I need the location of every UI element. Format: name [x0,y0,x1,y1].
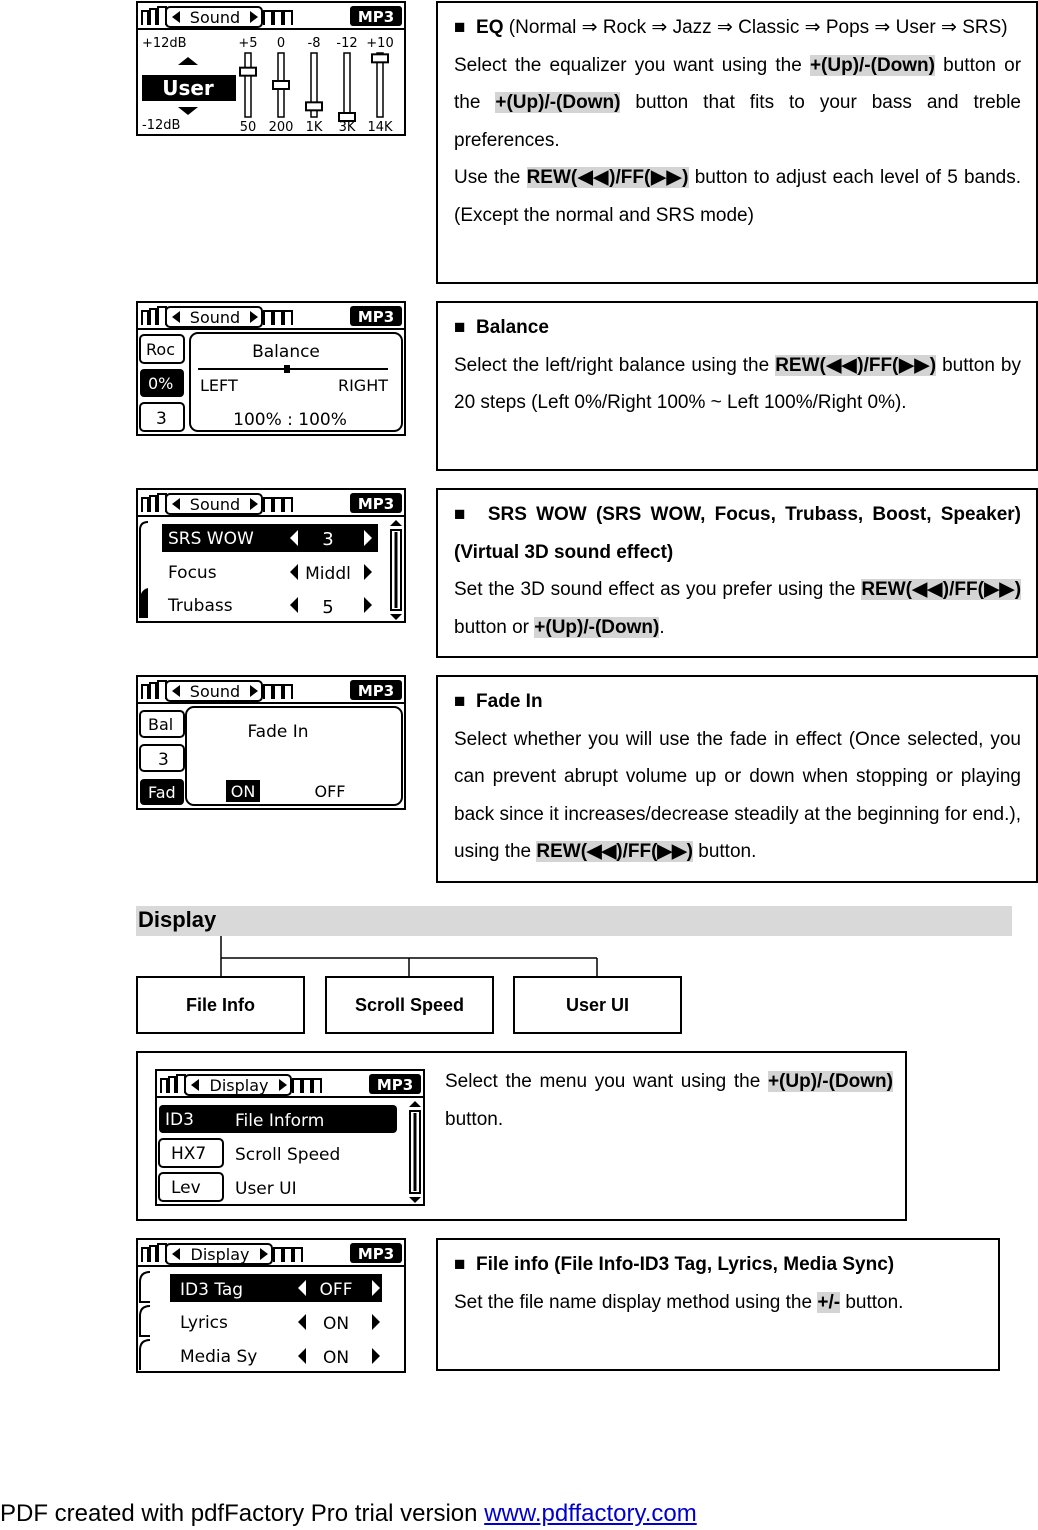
fileinfo-row-name: Media Sy [180,1347,258,1367]
srs-screen [136,488,406,623]
key-rew-ff: REW(◀◀)/FF(▶▶) [526,167,689,188]
section-heading: Display [136,906,1012,936]
side-item: 3 [156,409,167,429]
tab-bar [138,680,404,703]
tab-bar [138,306,404,329]
balance-slider-knob [284,365,290,373]
side-item: Bal [148,715,174,734]
mp3-badge: MP3 [357,8,395,26]
up-arrow-icon [178,57,198,65]
mp3-badge: MP3 [357,495,395,513]
fade-description: ■ Fade In Select whether you will use the fade in effect (Once selected, you can prevent abrupt volume up or down when stopping or playing back since it increases/decrease steadily at the beginning for end.), using the REW(◀◀)/FF(▶▶) button. [436,675,1038,883]
scrollbar [390,520,402,620]
key-updown: +(Up)/-(Down) [495,92,621,113]
balance-right: RIGHT [337,376,388,395]
display-menu-description: Select the menu you want using the +(Up)/-(Down) button. [445,1071,893,1130]
display-row-tag: HX7 [171,1144,207,1164]
mp3-badge: MP3 [357,308,395,326]
mp3-badge: MP3 [357,1245,395,1263]
pdf-footer [0,1500,1038,1530]
eq-title: EQ [476,17,504,38]
eq-top-db: +12dB [142,36,187,51]
footer-link[interactable]: www.pdffactory.com [484,1500,697,1527]
eq-description: ■ EQ (Normal ⇒ Rock ⇒ Jazz ⇒ Classic ⇒ Pops ⇒ User ⇒ SRS) Select the equalizer you want using the +(Up)/-(Down) button or the +(Up)/-(Down) button that fits to your bass and treble preferences. Use the REW(◀◀)/FF(▶▶) button to adjust each level of 5 bands. (Except the normal and SRS mode) [436,1,1038,284]
eq-gain-label: 0 [276,36,286,51]
eq-modes: (Normal ⇒ Rock ⇒ Jazz ⇒ Classic ⇒ Pops ⇒ User ⇒ SRS) [508,17,1008,38]
srs-row-value: 5 [322,597,334,618]
key-updown: +(Up)/-(Down) [534,616,660,638]
eq-bottom-db: -12dB [142,118,181,133]
fade-on: ON [230,782,256,801]
fade-label: Fade In [247,722,309,742]
eq-slider-track [344,53,350,117]
key-rew-ff: REW(◀◀)/FF(▶▶) [861,579,1022,600]
tab-bar [138,493,404,516]
tab-label: Sound [189,8,241,27]
fileinfo-title: File info (File Info-ID3 Tag, Lyrics, Media Sync) [476,1254,895,1275]
balance-screen [136,301,406,436]
srs-title: SRS WOW (SRS WOW, Focus, Trubass, Boost, Speaker)(Virtual 3D sound effect) [454,504,1021,563]
eq-gain-label: +10 [366,36,394,51]
key-rew-ff: REW(◀◀)/FF(▶▶) [536,841,693,862]
tab-label: Sound [189,495,241,514]
display-menu-panel [136,1051,907,1221]
side-item: Fad [148,783,176,802]
tab-bar [138,1243,404,1266]
fileinfo-screen [136,1238,406,1373]
display-row-tag: ID3 [165,1110,194,1130]
srs-row-value: 3 [322,529,334,550]
fade-off: OFF [314,782,346,801]
eq-slider-knob [240,68,256,76]
balance-title: Balance [476,317,549,338]
display-row-name: Scroll Speed [235,1145,341,1165]
bullet: ■ [454,691,466,712]
bullet: ■ [454,317,466,338]
fileinfo-row-name: Lyrics [180,1313,228,1333]
mp3-badge: MP3 [376,1076,414,1094]
eq-freq-label: 14K [367,120,393,134]
fileinfo-row-value: ON [322,1314,350,1334]
srs-row-name: Trubass [168,596,233,616]
balance-ratio: 100% : 100% [233,410,347,430]
bullet: ■ [454,17,466,38]
key-plus-minus: +/- [817,1291,841,1313]
eq-freq-label: 3K [338,120,356,134]
scrollbar [409,1101,421,1203]
menu-scroll-speed: Scroll Speed [325,976,494,1034]
fileinfo-row-name: ID3 Tag [180,1280,244,1300]
srs-row-name: Focus [168,563,217,583]
eq-freq-label: 50 [239,120,257,134]
side-item: Roc [146,340,175,359]
fileinfo-row-value: OFF [319,1280,353,1300]
eq-bands [238,36,393,134]
display-screen [155,1069,425,1206]
eq-gain-label: -12 [336,36,358,51]
footer-text: PDF created with pdfFactory Pro trial version [0,1500,478,1527]
fade-screen [136,675,406,810]
menu-file-info: File Info [136,976,305,1034]
eq-gain-label: +5 [238,36,258,51]
srs-description: ■ SRS WOW (SRS WOW, Focus, Trubass, Boost, Speaker)(Virtual 3D sound effect) Set the 3D sound effect as you prefer using the REW(◀◀)/FF(▶▶) button or +(Up)/-(Down). [436,488,1038,658]
eq-slider-knob [306,102,322,110]
side-item: 3 [158,750,169,770]
bullet: ■ [454,504,470,525]
menu-tree-lines [136,936,682,978]
eq-slider-knob [273,81,289,89]
bullet: ■ [454,1254,466,1275]
eq-screen [136,1,406,136]
down-arrow-icon [178,107,198,115]
srs-row-name: SRS WOW [168,529,254,549]
tab-bar [138,6,404,29]
fade-title: Fade In [476,691,543,712]
display-row-name: File Inform [235,1111,325,1131]
key-updown: +(Up)/-(Down) [767,1071,893,1092]
fileinfo-description: ■ File info (File Info-ID3 Tag, Lyrics, Media Sync) Set the file name display method using the +/- button. [436,1238,1000,1371]
display-row-name: User UI [235,1179,297,1199]
fileinfo-row-value: ON [322,1348,350,1368]
key-updown: +(Up)/-(Down) [809,54,935,76]
menu-user-ui: User UI [513,976,682,1034]
mp3-badge: MP3 [357,682,395,700]
eq-slider-knob [372,54,388,62]
eq-mode: User [162,76,214,100]
eq-gain-label: -8 [307,36,321,51]
side-item: 0% [148,374,174,393]
eq-slider-track [245,53,251,117]
eq-freq-label: 1K [305,120,323,134]
eq-freq-label: 200 [268,120,294,134]
balance-left: LEFT [200,376,238,395]
tab-label: Display [209,1076,269,1095]
tab-label: Display [190,1245,250,1264]
balance-label: Balance [252,342,320,362]
display-row-tag: Lev [171,1178,201,1198]
balance-description: ■ Balance Select the left/right balance using the REW(◀◀)/FF(▶▶) button by 20 steps (Left 0%/Right 100% ~ Left 100%/Right 0%). [436,301,1038,471]
srs-row-value: Middl [305,564,351,584]
tab-label: Sound [189,682,241,701]
key-rew-ff: REW(◀◀)/FF(▶▶) [775,354,937,376]
tab-label: Sound [189,308,241,327]
tab-bar [157,1074,423,1097]
